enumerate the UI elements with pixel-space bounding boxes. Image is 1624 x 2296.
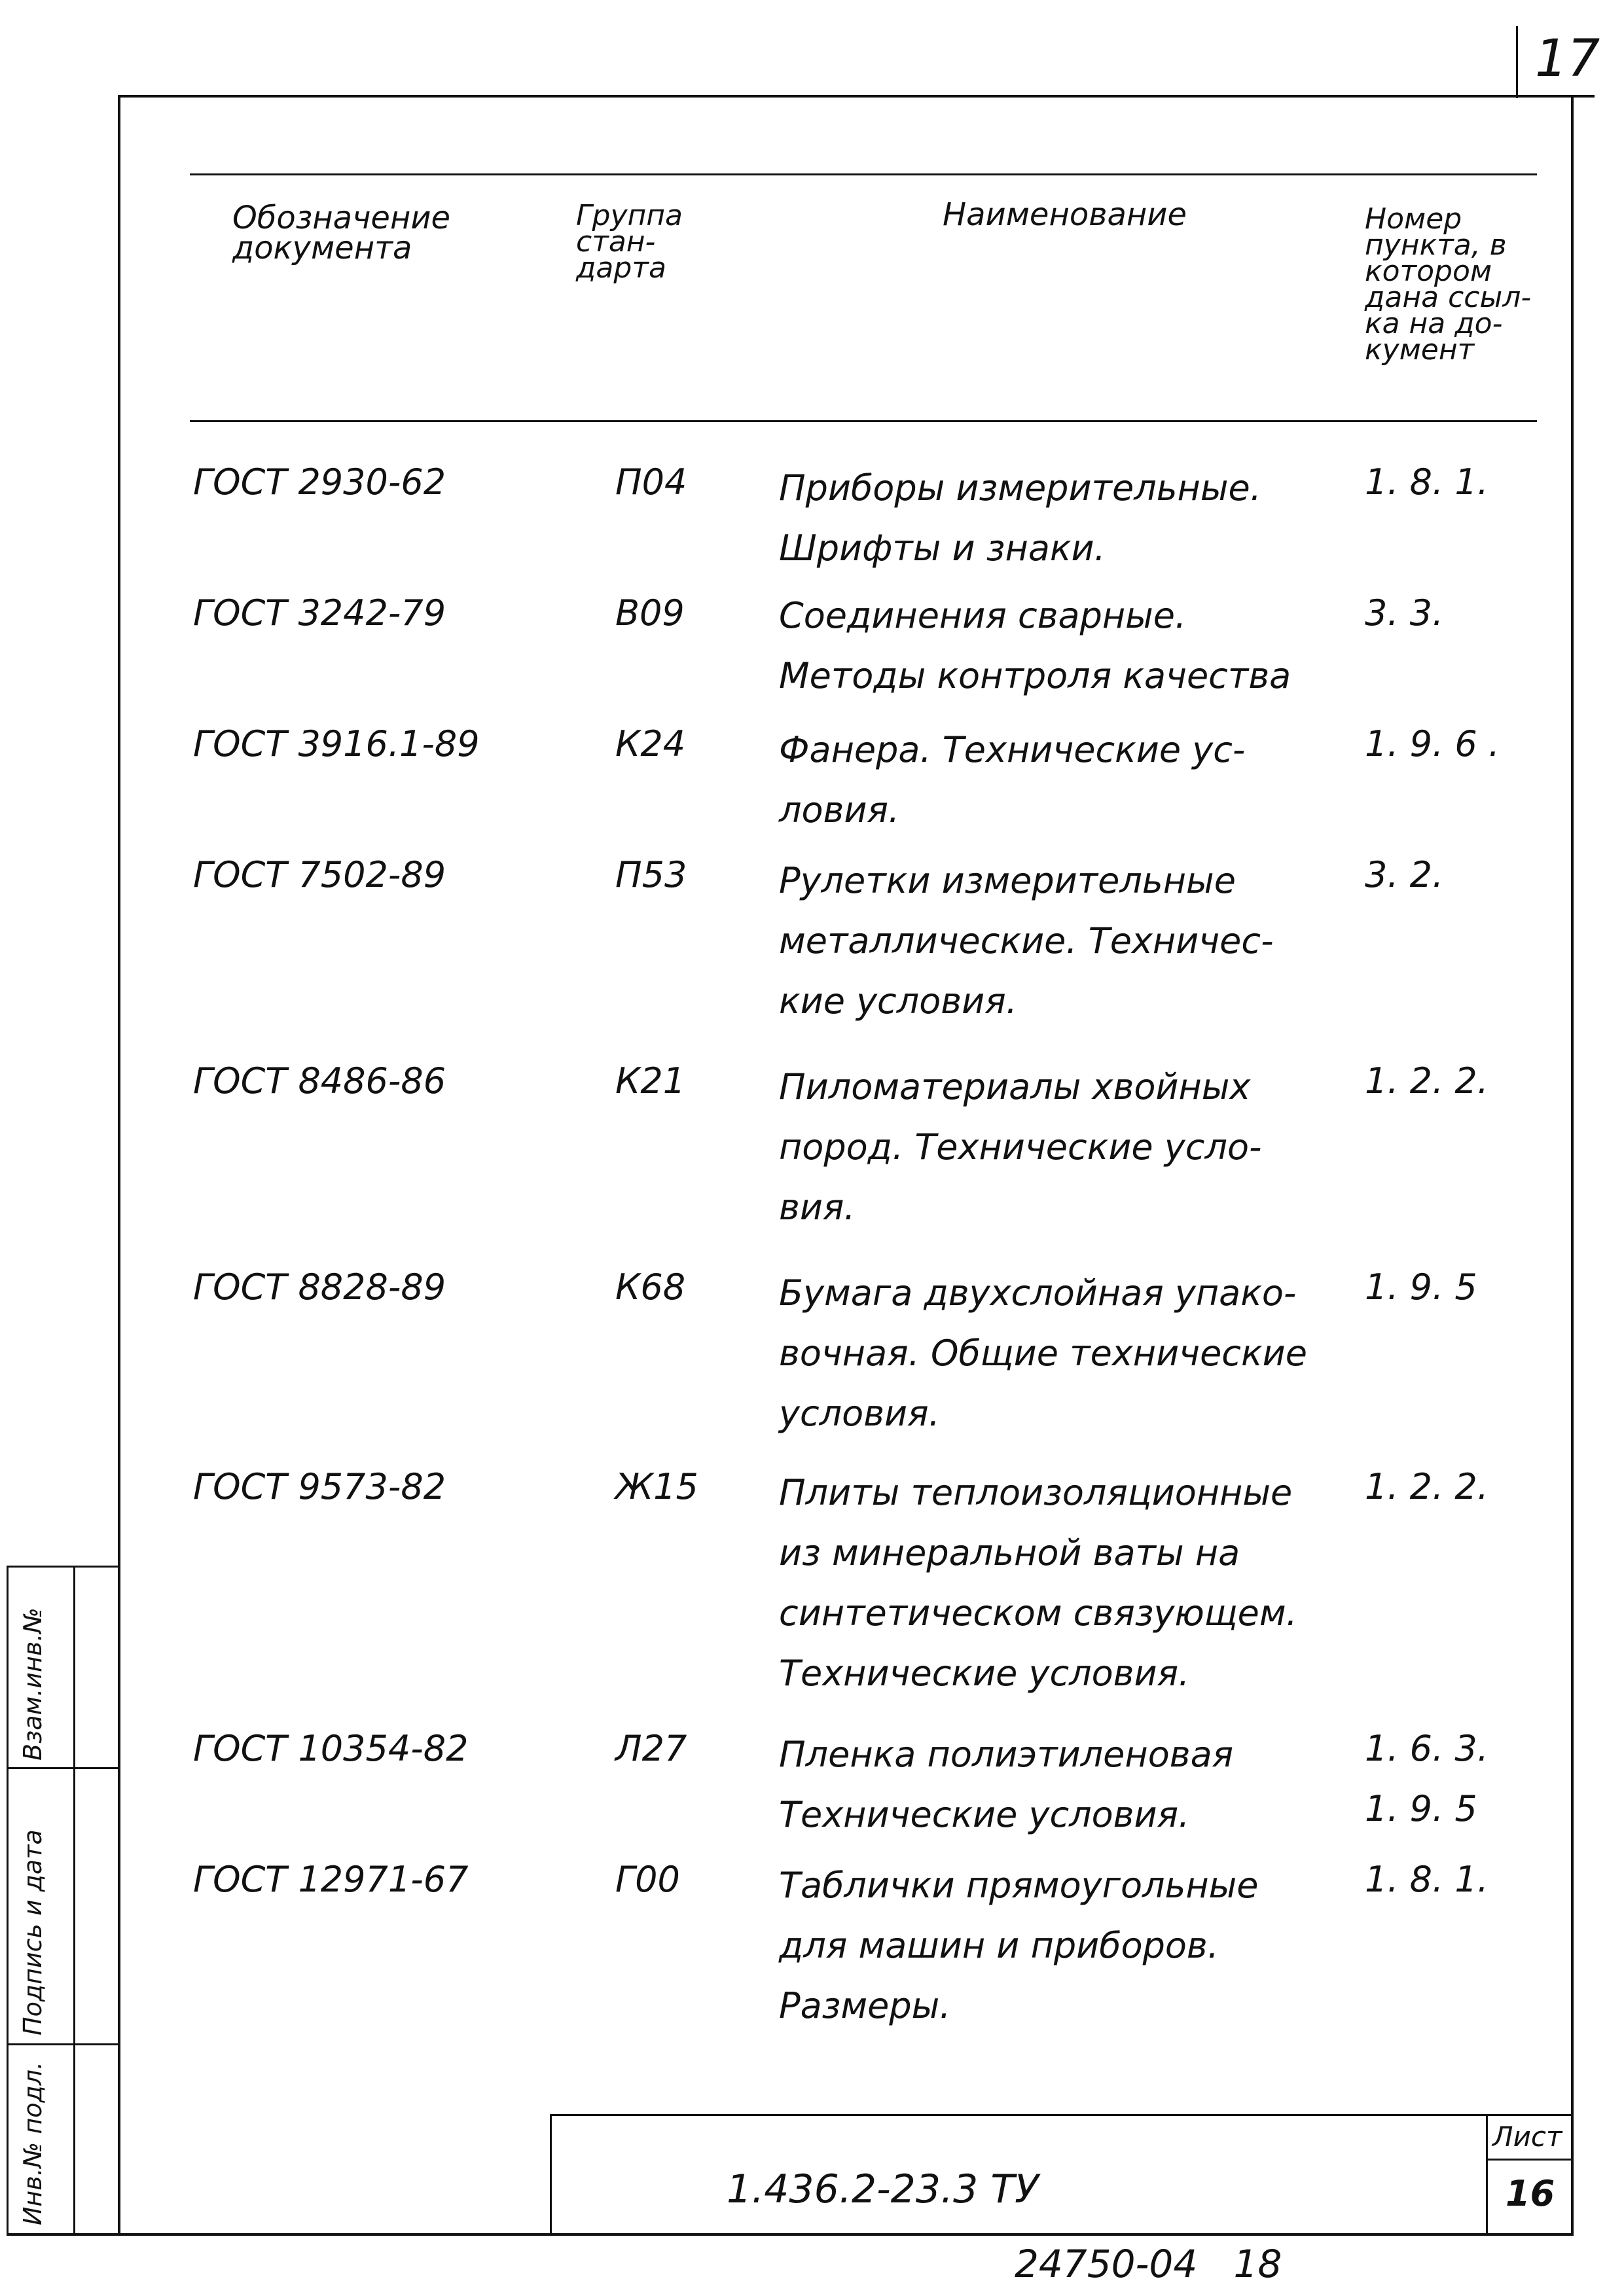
frame-bottom (7, 2233, 1574, 2236)
side-stamp-vert-2 (73, 1566, 75, 2234)
row-ref: 3. 3. (1365, 592, 1444, 634)
title-block-sheet-divider (1486, 2114, 1488, 2234)
row-code: ГОСТ 7502-89 (193, 854, 446, 895)
row-ref: 3. 2. (1365, 854, 1444, 895)
table-header-top-line (190, 173, 1537, 175)
side-stamp-vert-1 (7, 1566, 9, 2234)
row-ref: 1. 6. 3. (1365, 1728, 1489, 1769)
row-name-line: Шрифты и знаки. (779, 528, 1106, 569)
row-name-line: Технические условия. (779, 1794, 1190, 1835)
frame-left (118, 95, 120, 2235)
header-designation: Обозначение документа (232, 200, 451, 266)
row-name-line: Плиты теплоизоляционные (779, 1472, 1293, 1513)
row-code: ГОСТ 9573-82 (193, 1466, 446, 1507)
row-group: П04 (615, 461, 687, 503)
row-group: К24 (615, 723, 686, 764)
title-block-left (550, 2114, 552, 2234)
header-clause: Номер пункта, в котором дана ссыл- ка на до- кумент (1365, 202, 1532, 367)
title-block-top (550, 2114, 1572, 2116)
row-name-line: кие условия. (779, 980, 1017, 1022)
frame-right (1571, 95, 1574, 2235)
row-code: ГОСТ 12971-67 (193, 1859, 469, 1900)
row-name-line: условия. (779, 1393, 940, 1434)
row-name-line: Таблички прямоугольные (779, 1865, 1259, 1906)
row-ref: 1. 8. 1. (1365, 461, 1489, 503)
row-code: ГОСТ 10354-82 (193, 1728, 469, 1769)
frame-top (118, 95, 1595, 98)
row-name-line: Соединения сварные. (779, 595, 1187, 636)
row-ref: 1. 2. 2. (1365, 1466, 1489, 1507)
row-ref: 1. 9. 6 . (1365, 723, 1500, 764)
page-number-divider (1516, 26, 1518, 98)
side-stamp-h-2 (7, 2043, 119, 2045)
row-name-line: Размеры. (779, 1985, 951, 2026)
row-name-line: из минеральной ваты на (779, 1532, 1240, 1573)
row-code: ГОСТ 3242-79 (193, 592, 446, 634)
row-group: Л27 (615, 1728, 687, 1769)
row-name-line: Рулетки измерительные (779, 860, 1236, 901)
row-name-line: Методы контроля качества (779, 655, 1291, 696)
row-name-line: синтетическом связующем. (779, 1592, 1297, 1634)
row-name-line: вочная. Общие технические (779, 1333, 1307, 1374)
sheet-label: Лист (1492, 2121, 1562, 2153)
row-ref: 1. 8. 1. (1365, 1859, 1489, 1900)
row-group: К21 (615, 1060, 686, 1102)
row-group: К68 (615, 1266, 686, 1308)
doc-code: 1.436.2-23.3 ТУ (727, 2166, 1039, 2212)
row-ref: 1. 2. 2. (1365, 1060, 1489, 1102)
table-header-bottom-line (190, 420, 1537, 422)
row-ref: 1. 9. 5 (1365, 1788, 1477, 1829)
row-name-line: Пленка полиэтиленовая (779, 1734, 1234, 1775)
header-name: Наименование (943, 196, 1187, 233)
row-name-line: пород. Технические усло- (779, 1126, 1262, 1168)
page-number: 17 (1535, 29, 1600, 88)
side-stamp-top (7, 1566, 119, 1568)
row-group: В09 (615, 592, 685, 634)
row-name-line: для машин и приборов. (779, 1925, 1219, 1966)
side-label-inv-orig: Инв.№ подл. (18, 2061, 47, 2225)
side-stamp-h-1 (7, 1767, 119, 1769)
header-group: Группа стан- дарта (576, 199, 683, 285)
row-name-line: металлические. Техничес- (779, 920, 1274, 961)
row-code: ГОСТ 8828-89 (193, 1266, 446, 1308)
row-group: Г00 (615, 1859, 680, 1900)
side-label-inv-replace: Взам.инв.№ (18, 1607, 47, 1761)
row-ref: 1. 9. 5 (1365, 1266, 1477, 1308)
row-name-line: вия. (779, 1187, 856, 1228)
row-name-line: Пиломатериалы хвойных (779, 1066, 1251, 1107)
row-name-line: ловия. (779, 789, 900, 831)
row-group: Ж15 (615, 1466, 698, 1507)
row-code: ГОСТ 2930-62 (193, 461, 446, 503)
row-name-line: Технические условия. (779, 1653, 1190, 1694)
title-block-sheet-hline (1486, 2159, 1572, 2161)
row-name-line: Приборы измерительные. (779, 467, 1261, 509)
row-group: П53 (615, 854, 687, 895)
row-code: ГОСТ 3916.1-89 (193, 723, 480, 764)
row-name-line: Фанера. Технические ус- (779, 729, 1246, 770)
side-label-signature-date: Подпись и дата (18, 1829, 47, 2036)
row-name-line: Бумага двухслойная упако- (779, 1272, 1297, 1314)
sheet-number: 16 (1506, 2173, 1555, 2214)
row-code: ГОСТ 8486-86 (193, 1060, 446, 1102)
footer-code: 24750-04 18 (1015, 2242, 1282, 2286)
